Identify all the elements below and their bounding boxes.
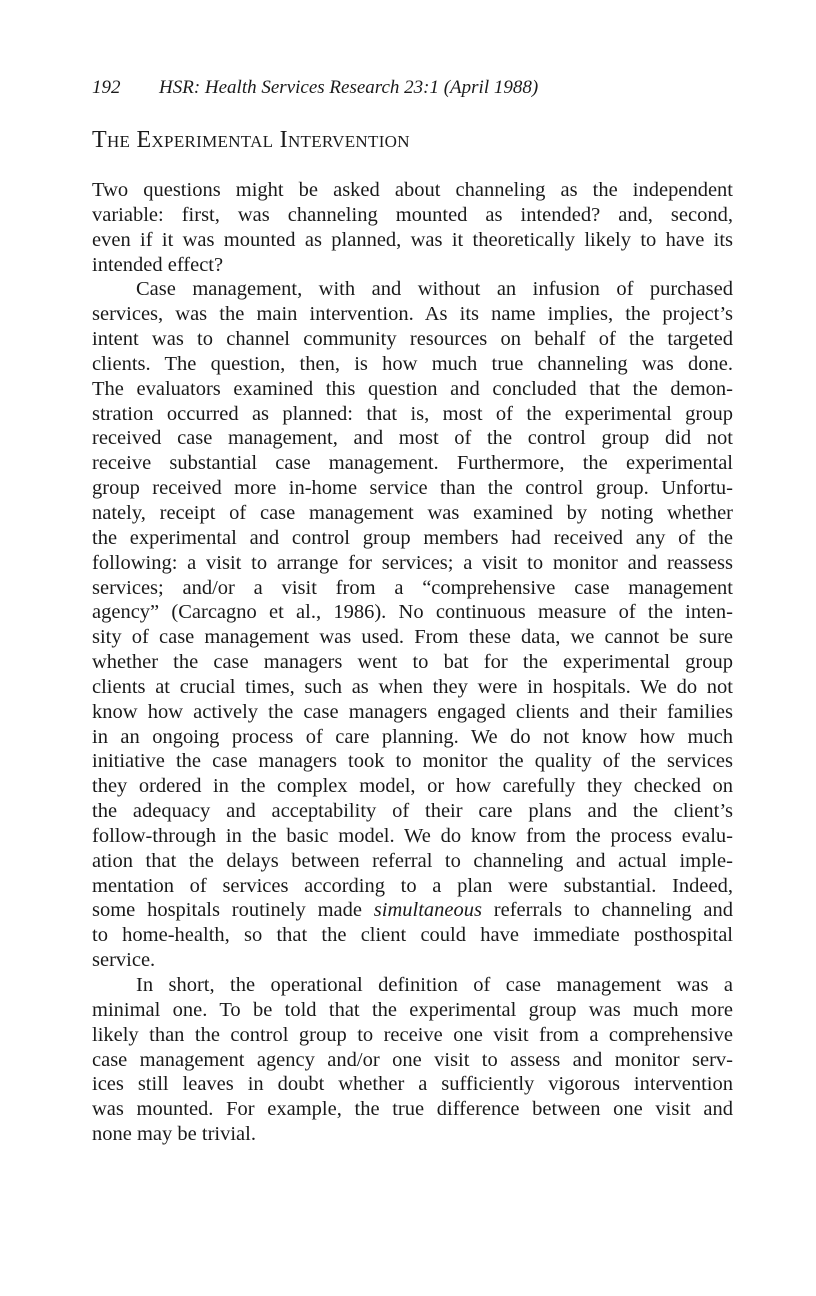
text-line: minimal one. To be told that the experimental group was much more xyxy=(92,998,733,1021)
text-line: ation that the delays between referral to channeling and actual imple- xyxy=(92,849,733,872)
text-line: received case management, and most of the control group did not xyxy=(92,427,733,450)
journal-citation: HSR: Health Services Research 23:1 (April 1988) xyxy=(159,77,539,98)
text-line: services, was the main intervention. As its name implies, the project’s xyxy=(92,303,733,326)
text-line: likely than the control group to receive one visit from a comprehensive xyxy=(92,1023,733,1046)
text-line: agency” (Carcagno et al., 1986). No continuous measure of the inten- xyxy=(92,601,733,624)
text-line: case management agency and/or one visit to assess and monitor serv- xyxy=(92,1048,733,1071)
text-line: even if it was mounted as planned, was it theoretically likely to have its xyxy=(92,228,733,251)
body-text xyxy=(92,178,733,1147)
text-line: initiative the case managers took to monitor the quality of the services xyxy=(92,750,733,773)
text-line: the adequacy and acceptability of their care plans and the client’s xyxy=(92,800,733,823)
paragraph xyxy=(92,178,733,277)
text-line: service. xyxy=(92,949,156,972)
text-line: following: a visit to arrange for services; a visit to monitor and reassess xyxy=(92,551,733,574)
text-line: the experimental and control group members had received any of the xyxy=(92,526,733,549)
text-line-with-emphasis xyxy=(92,898,733,923)
text-run: referrals to channeling and xyxy=(482,899,733,922)
page-number: 192 xyxy=(92,77,121,98)
text-line: nately, receipt of case management was examined by noting whether xyxy=(92,501,733,524)
section-title: The Experimental Intervention xyxy=(92,127,410,153)
text-line: Case management, with and without an infusion of purchased xyxy=(136,278,733,301)
text-line: they ordered in the complex model, or how carefully they checked on xyxy=(92,775,733,798)
emphasized-word: simultaneous xyxy=(373,899,482,922)
text-line: intent was to channel community resources on behalf of the targeted xyxy=(92,328,733,351)
text-line: intended effect? xyxy=(92,253,224,276)
text-line: to home-health, so that the client could have immediate posthospital xyxy=(92,924,733,947)
text-line: sity of case management was used. From these data, we cannot be sure xyxy=(92,626,733,649)
text-run: some hospitals routinely made xyxy=(92,899,374,922)
text-line: was mounted. For example, the true difference between one visit and xyxy=(92,1098,733,1121)
text-line: none may be trivial. xyxy=(92,1123,256,1146)
text-line: receive substantial case management. Furthermore, the experimental xyxy=(92,452,733,475)
text-line: clients at crucial times, such as when they were in hospitals. We do not xyxy=(92,675,733,698)
text-line: stration occurred as planned: that is, most of the experimental group xyxy=(92,402,733,425)
text-line: In short, the operational definition of case management was a xyxy=(136,974,733,996)
paragraph xyxy=(92,277,733,973)
paragraph xyxy=(92,973,733,1147)
text-line: know how actively the case managers engaged clients and their families xyxy=(92,700,733,723)
running-header xyxy=(92,76,732,100)
text-line: The evaluators examined this question and concluded that the demon- xyxy=(92,377,733,400)
text-line: clients. The question, then, is how much true channeling was done. xyxy=(92,352,733,375)
text-line: group received more in-home service than the control group. Unfortu- xyxy=(92,477,733,500)
text-line: variable: first, was channeling mounted as intended? and, second, xyxy=(92,203,733,226)
text-line: in an ongoing process of care planning. We do not know how much xyxy=(92,725,733,748)
text-line: Two questions might be asked about channeling as the independent xyxy=(92,179,733,201)
text-line: ices still leaves in doubt whether a sufficiently vigorous intervention xyxy=(92,1073,733,1096)
text-line: follow-through in the basic model. We do know from the process evalu- xyxy=(92,824,733,847)
text-line: mentation of services according to a plan were substantial. Indeed, xyxy=(92,874,733,897)
text-line: whether the case managers went to bat for the experimental group xyxy=(92,651,733,674)
text-line: services; and/or a visit from a “comprehensive case management xyxy=(92,576,733,599)
